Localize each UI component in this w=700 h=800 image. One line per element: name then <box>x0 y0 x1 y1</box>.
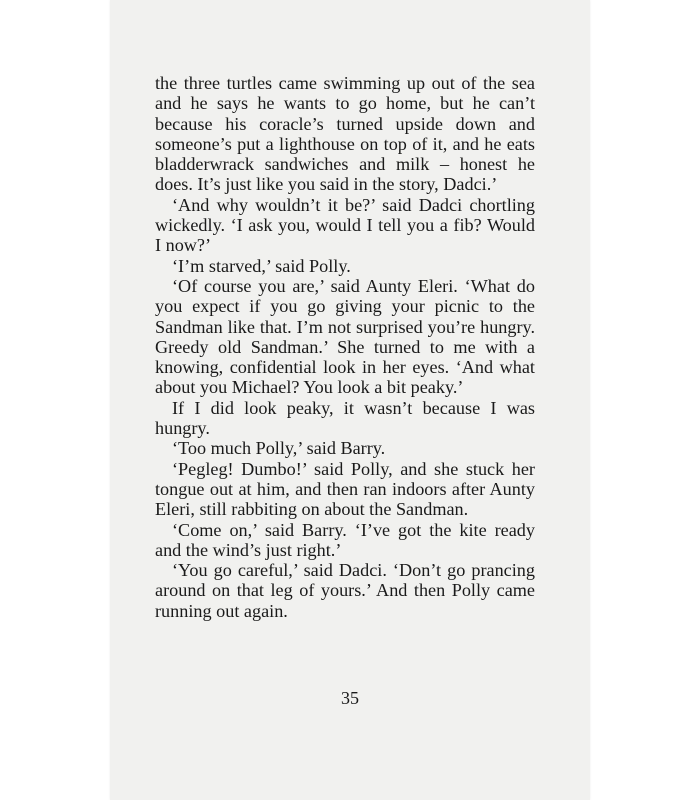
page-number: 35 <box>341 688 359 708</box>
paragraph-1: the three turtles came swimming up out of the sea and he says he wants to go home, but he can’t because his coracle’s turned upside down and someone’s put a lighthouse on top of it, and he eats bladderwrack sandwiches and milk – honest he does. It’s just like you said in the story, Dadci.’ <box>155 73 535 195</box>
paragraph-3: ‘I’m starved,’ said Polly. <box>172 255 351 276</box>
paragraph-8: ‘Come on,’ said Barry. ‘I’ve got the kite ready and the wind’s just right.’ <box>155 519 535 560</box>
paragraph-5: If I did look peaky, it wasn’t because I was hungry. <box>155 397 535 439</box>
paragraph-6: ‘Too much Polly,’ said Barry. <box>172 438 386 459</box>
paragraph-2: ‘And why wouldn’t it be?’ said Dadci chortling wickedly. ‘I ask you, would I tell you a fib? Would I now?’ <box>155 194 535 256</box>
body-text <box>155 73 535 621</box>
book-page <box>110 0 590 800</box>
paragraph-7: ‘Pegleg! Dumbo!’ said Polly, and she stuck her tongue out at him, and then ran indoors after Aunty Eleri, still rabbiting on about the Sandman. <box>155 458 535 520</box>
paragraph-9: ‘You go careful,’ said Dadci. ‘Don’t go prancing around on that leg of yours.’ And then Polly came running out again. <box>155 560 535 621</box>
paragraph-4: ‘Of course you are,’ said Aunty Eleri. ‘What do you expect if you go giving your picnic to the Sandman like that. I’m not surprised you’re hungry. Greedy old Sandman.’ She turned to me with a knowing, confidential look in her eyes. ‘And what about you Michael? You look a bit peaky.’ <box>155 275 535 398</box>
